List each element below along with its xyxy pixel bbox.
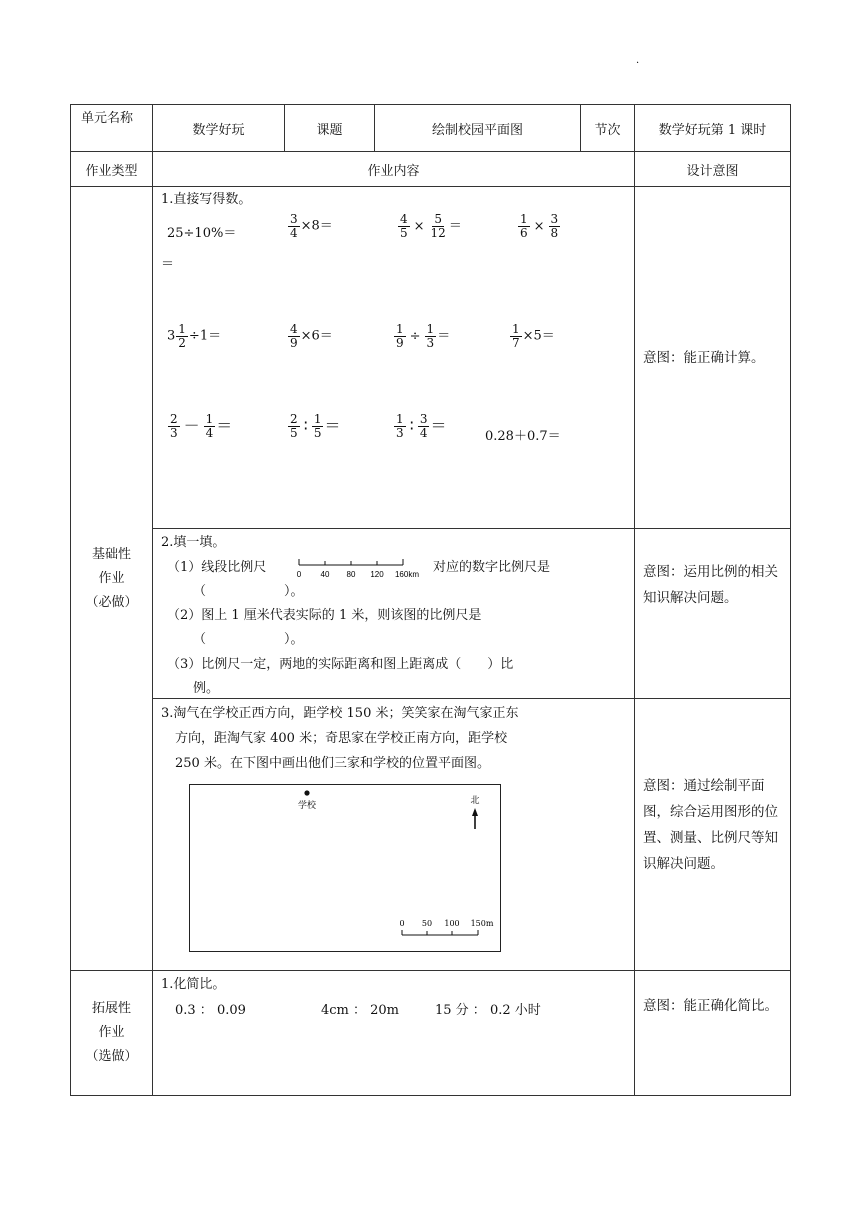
basic-type-cell — [71, 187, 153, 971]
q2-item2-a: （2）图上 1 厘米代表实际的 1 米，则该图的比例尺是 — [167, 608, 482, 623]
col-intent: 设计意图 — [635, 152, 791, 187]
km-tick-40: 40 — [320, 570, 330, 579]
calc-r3c3: $\frac{1}{3}$ ∶ $\frac{3}{4}$ ＝ — [396, 412, 447, 440]
ext-q1-title: 1.化简比。 — [161, 977, 226, 992]
km-tick-160: 160km — [394, 570, 420, 579]
calc-r2c2: $\frac{4}{9}$ ×6＝ — [290, 322, 333, 350]
extended-type-line2: 作业 — [98, 1025, 125, 1040]
session-label: 节次 — [581, 105, 635, 152]
km-tick-0: 0 — [296, 570, 302, 579]
q2-intent-cell — [635, 529, 791, 699]
ratio-a: 0.3 ： 0.09 — [175, 1003, 246, 1018]
q2-title: 2.填一填。 — [161, 535, 226, 550]
extended-type-cell — [71, 971, 153, 1096]
homework-table — [70, 104, 791, 1096]
basic-type-line2: 作业 — [98, 570, 125, 586]
q3-line3: 250 米。在下图中画出他们三家和学校的位置平面图。 — [175, 756, 490, 771]
topic-label: 课题 — [285, 105, 375, 152]
calc-r3c1: $\frac{2}{3}$ － $\frac{1}{4}$ ＝ — [170, 412, 233, 440]
q1-intent: 意图：能正确计算。 — [643, 349, 765, 366]
map-canvas — [190, 785, 500, 951]
calc-r1c1-wrap: ＝ — [161, 257, 175, 272]
ratio-b: 4cm ： 20m — [321, 1003, 400, 1018]
basic-q2-content — [153, 529, 635, 699]
q2-item3-b: 例。 — [193, 681, 220, 696]
calc-r1c1: 25÷10%＝ — [167, 226, 237, 241]
q2-item1-b: 对应的数字比例尺是 — [433, 560, 551, 575]
q3-intent: 意图：通过绘制平面图，综合运用图形的位置、测量、比例尺等知识解决问题。 — [643, 778, 778, 872]
basic-q1-content — [153, 187, 635, 529]
col-content: 作业内容 — [153, 152, 635, 187]
school-label: 学校 — [297, 801, 317, 811]
m-tick-100: 100 — [444, 919, 460, 928]
calc-r1c4: $\frac{1}{6}$ × $\frac{3}{8}$ — [520, 212, 559, 240]
ext-intent-cell — [635, 971, 791, 1096]
col-type: 作业类型 — [71, 152, 153, 187]
extended-content — [153, 971, 635, 1096]
q3-text — [161, 701, 518, 776]
north-arrow-head — [472, 808, 478, 816]
calc-r1c2: $\frac{3}{4}$ ×8＝ — [290, 212, 333, 240]
school-point — [304, 790, 309, 795]
basic-q1-row — [71, 187, 791, 529]
q2-item1-a: （1）线段比例尺 — [167, 560, 267, 575]
calc-r2c3: $\frac{1}{9}$ ÷ $\frac{1}{3}$ ＝ — [396, 322, 451, 350]
map-frame[interactable] — [189, 784, 501, 952]
q2-item2-b: （ ）。 — [193, 632, 304, 647]
calc-r3c4: 0.28＋0.7＝ — [485, 429, 561, 444]
basic-type-line3: （必做） — [85, 594, 138, 610]
km-tick-80: 80 — [346, 570, 356, 579]
q3-line2: 方向，距淘气家 400 米；奇思家在学校正南方向，距学校 — [175, 731, 508, 746]
basic-q2-row — [71, 529, 791, 699]
q1-title: 1.直接写得数。 — [161, 192, 252, 207]
basic-q3-content — [153, 699, 635, 971]
basic-type-line1: 基础性 — [91, 546, 131, 562]
calc-r1c3: $\frac{4}{5}$ × $\frac{5}{12}$ ＝ — [400, 212, 462, 240]
column-header-row — [71, 152, 791, 187]
ratio-c: 15 分 ： 0.2 小时 — [435, 1003, 541, 1018]
q3-line1: 3.淘气在学校正西方向，距学校 150 米；笑笑家在淘气家正东 — [161, 706, 519, 721]
north-label: 北 — [470, 796, 480, 806]
unit-label: 单元名称 — [71, 105, 153, 152]
calc-r2c4: $\frac{1}{7}$ ×5＝ — [512, 322, 555, 350]
q2-item1-c: （ ）。 — [193, 584, 304, 599]
km-scale-bar — [295, 553, 431, 579]
topic-value: 绘制校园平面图 — [375, 105, 581, 152]
m-tick-150: 150m — [470, 919, 494, 928]
basic-q3-row — [71, 699, 791, 971]
calc-r3c2: $\frac{2}{5}$ ∶ $\frac{1}{5}$ ＝ — [290, 412, 341, 440]
q3-intent-cell — [635, 699, 791, 971]
extended-row — [71, 971, 791, 1096]
q2-item3-a: （3）比例尺一定，两地的实际距离和图上距离成（ ）比 — [167, 657, 514, 672]
m-tick-0: 0 — [399, 919, 405, 928]
calc-r2c1: 3 $\frac{1}{2}$ ÷1＝ — [167, 322, 222, 350]
page-mark: · — [636, 58, 640, 69]
session-value: 数学好玩第 1 课时 — [635, 105, 791, 152]
m-tick-50: 50 — [421, 919, 433, 928]
unit-value: 数学好玩 — [153, 105, 285, 152]
extended-type-line1: 拓展性 — [91, 1001, 131, 1016]
q2-intent: 意图：运用比例的相关知识解决问题。 — [643, 564, 778, 606]
q1-intent-cell — [635, 187, 791, 529]
km-tick-120: 120 — [370, 570, 384, 579]
extended-type-line3: （选做） — [85, 1049, 138, 1064]
header-row — [71, 105, 791, 152]
ext-intent: 意图：能正确化简比。 — [643, 998, 778, 1014]
